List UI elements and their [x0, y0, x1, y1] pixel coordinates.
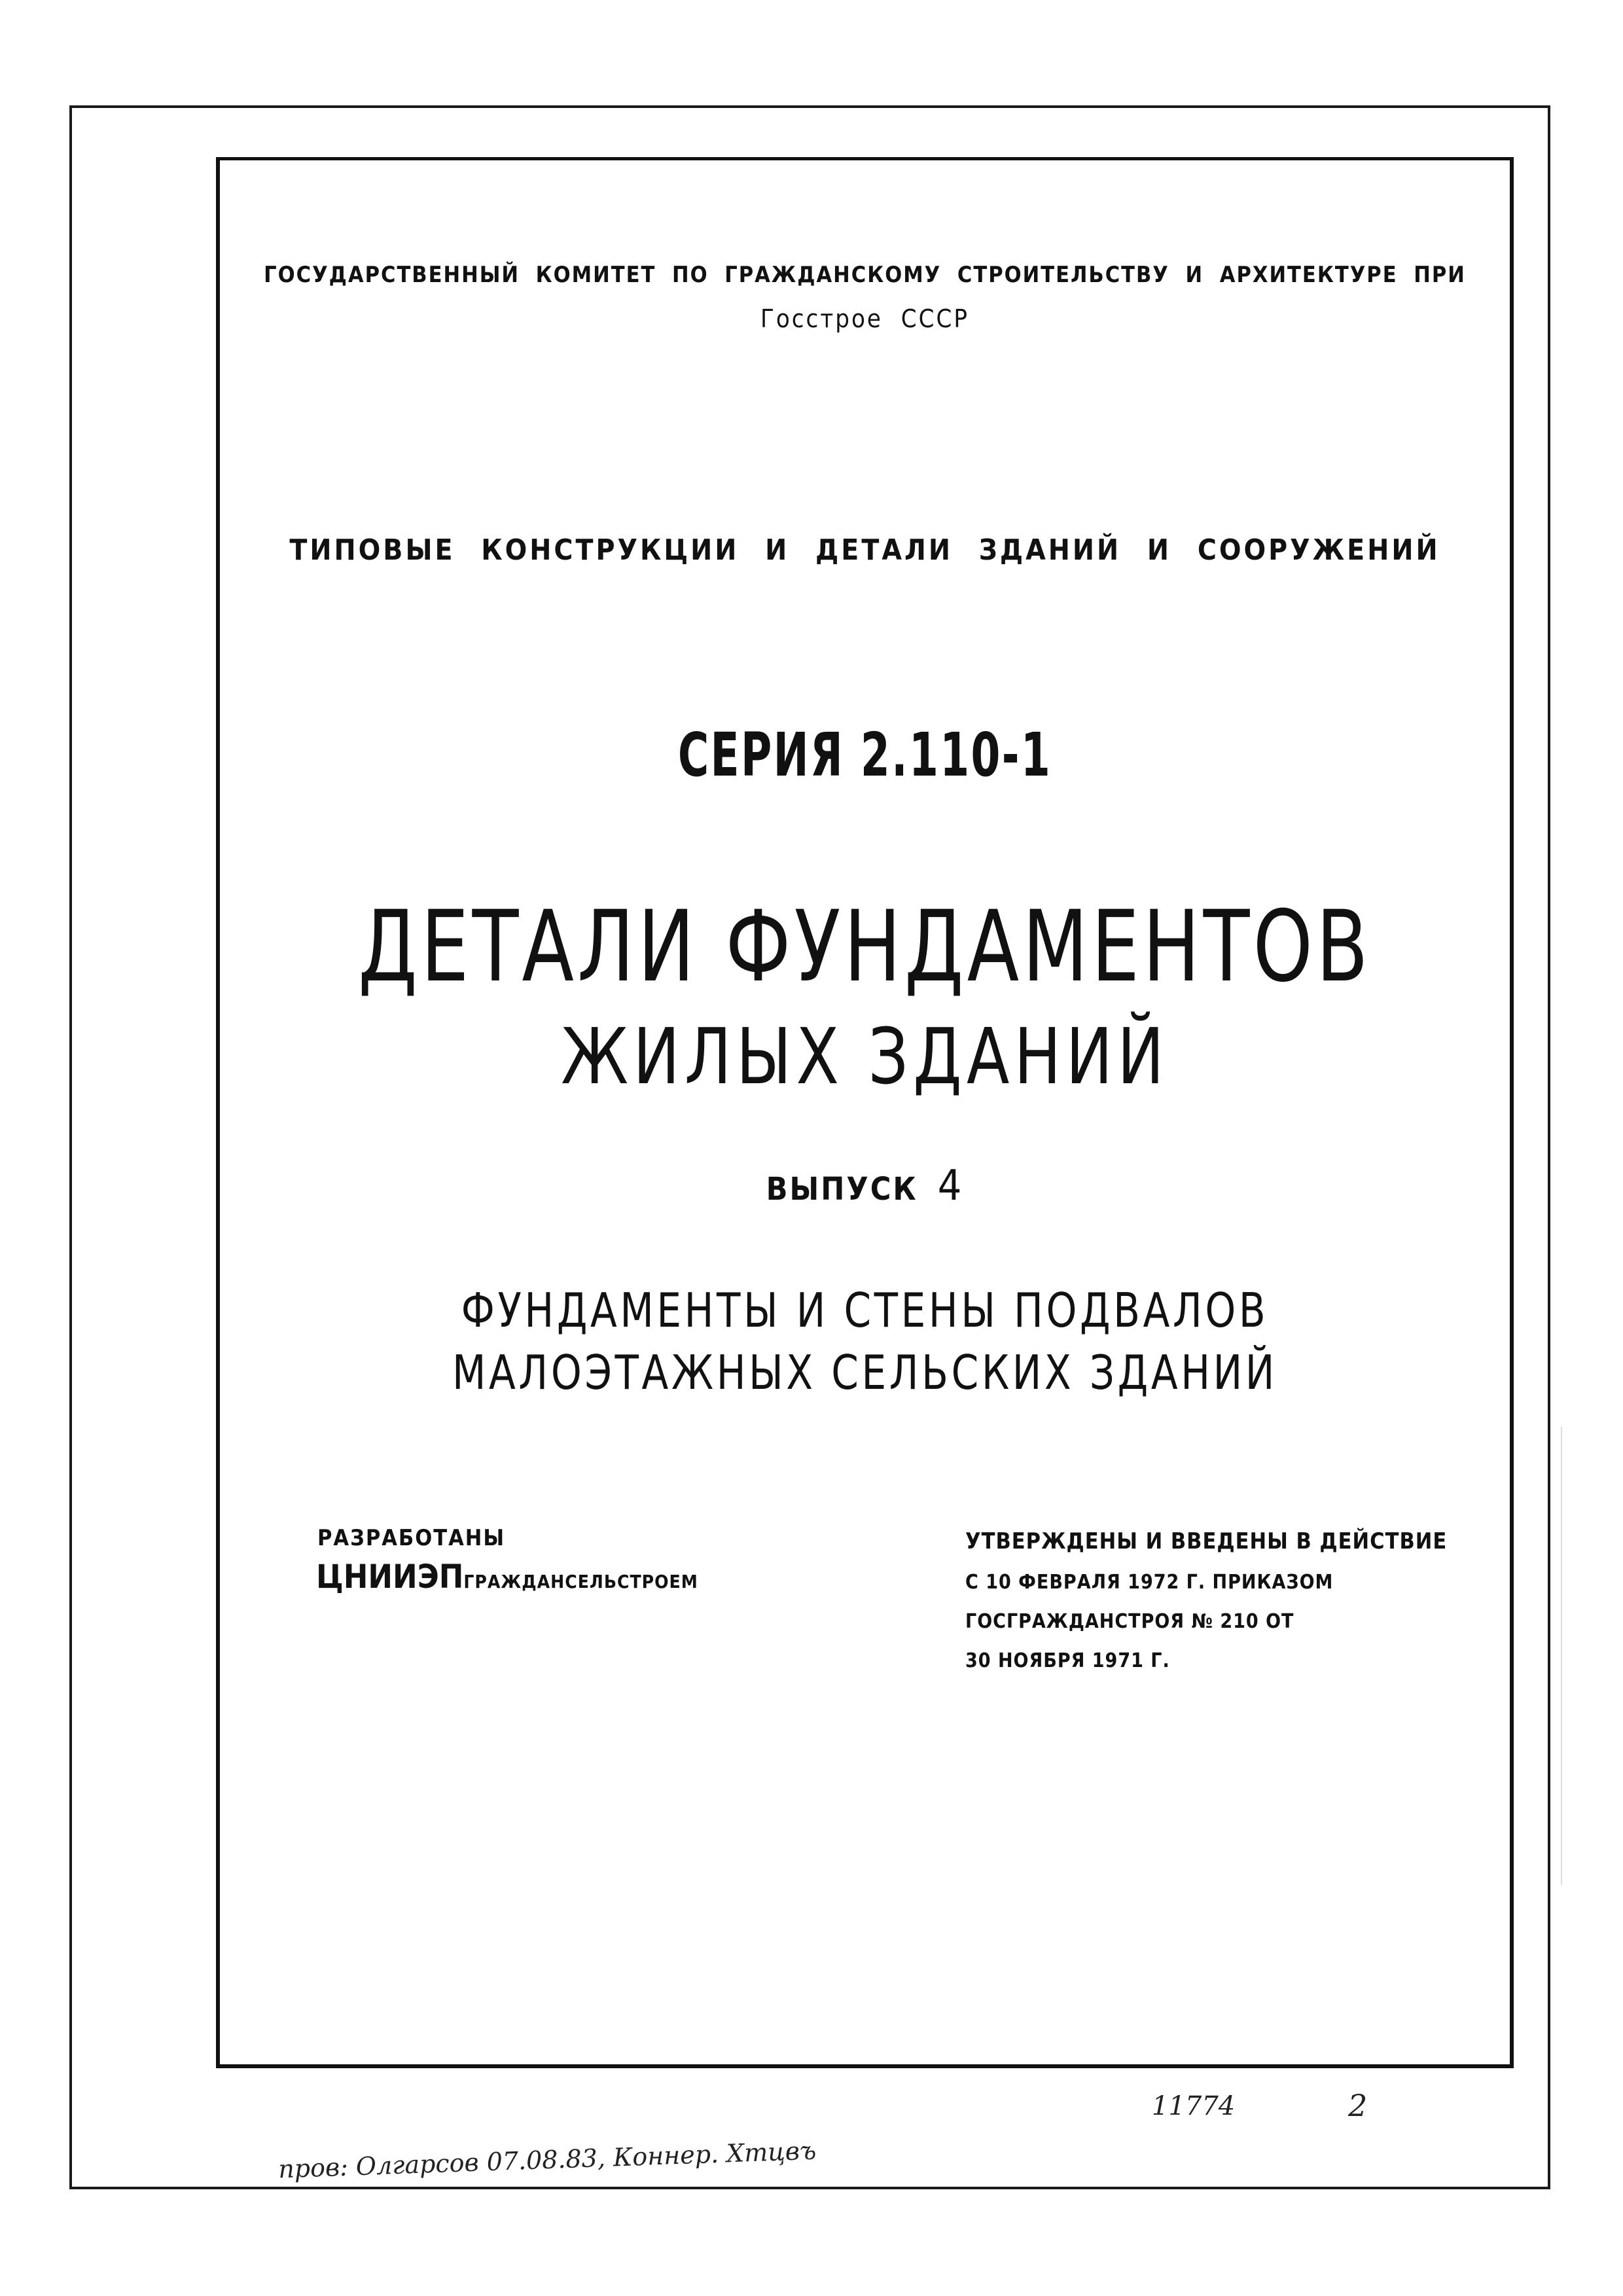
- series-number: СЕРИЯ 2.110-1: [677, 720, 1052, 790]
- approval-line-3: ГОСГРАЖДАНСТРОЯ № 210 ОТ: [965, 1610, 1294, 1633]
- scan-artifact-line: [1561, 1427, 1562, 1885]
- approval-line-1: УТВЕРЖДЕНЫ И ВВЕДЕНЫ В ДЕЙСТВИЕ: [965, 1528, 1448, 1554]
- issue-number: 4: [937, 1162, 964, 1210]
- developer-org: [316, 1558, 698, 1596]
- agency-line-1: ГОСУДАРСТВЕННЫЙ КОМИТЕТ ПО ГРАЖДАНСКОМУ СТРОИТЕЛЬСТВУ И АРХИТЕКТУРЕ ПРИ: [264, 262, 1466, 288]
- subtitle-line-1: ФУНДАМЕНТЫ И СТЕНЫ ПОДВАЛОВ: [461, 1283, 1269, 1338]
- collection-title: ТИПОВЫЕ КОНСТРУКЦИИ И ДЕТАЛИ ЗДАНИЙ И СООРУЖЕНИЙ: [289, 533, 1440, 567]
- issue-label: ВЫПУСК: [766, 1171, 918, 1208]
- developer-label: РАЗРАБОТАНЫ: [317, 1525, 506, 1551]
- developer-org-name: ЦНИИЭП: [316, 1558, 464, 1596]
- agency-line-2: Госстрое СССР: [760, 304, 970, 333]
- handwritten-signature: пров: Олгарсов 07.08.83, Коннер. Хтцвъ: [277, 2136, 817, 2184]
- page-number: 2: [1348, 2088, 1368, 2123]
- main-title-line-1: ДЕТАЛИ ФУНДАМЕНТОВ: [358, 890, 1372, 1004]
- developer-org-suffix: ГРАЖДАНCЕЛЬСТРОЕМ: [463, 1571, 698, 1592]
- document-number: 11774: [1152, 2091, 1236, 2121]
- issue-line: [216, 1162, 1514, 1210]
- approval-line-4: 30 НОЯБРЯ 1971 Г.: [965, 1649, 1170, 1672]
- main-title-line-2: ЖИЛЫХ ЗДАНИЙ: [561, 1011, 1169, 1102]
- subtitle-line-2: МАЛОЭТАЖНЫХ СЕЛЬСКИХ ЗДАНИЙ: [452, 1345, 1277, 1400]
- approval-line-2: С 10 ФЕВРАЛЯ 1972 Г. ПРИКАЗОМ: [965, 1571, 1334, 1594]
- title-block-frame: [216, 157, 1514, 2068]
